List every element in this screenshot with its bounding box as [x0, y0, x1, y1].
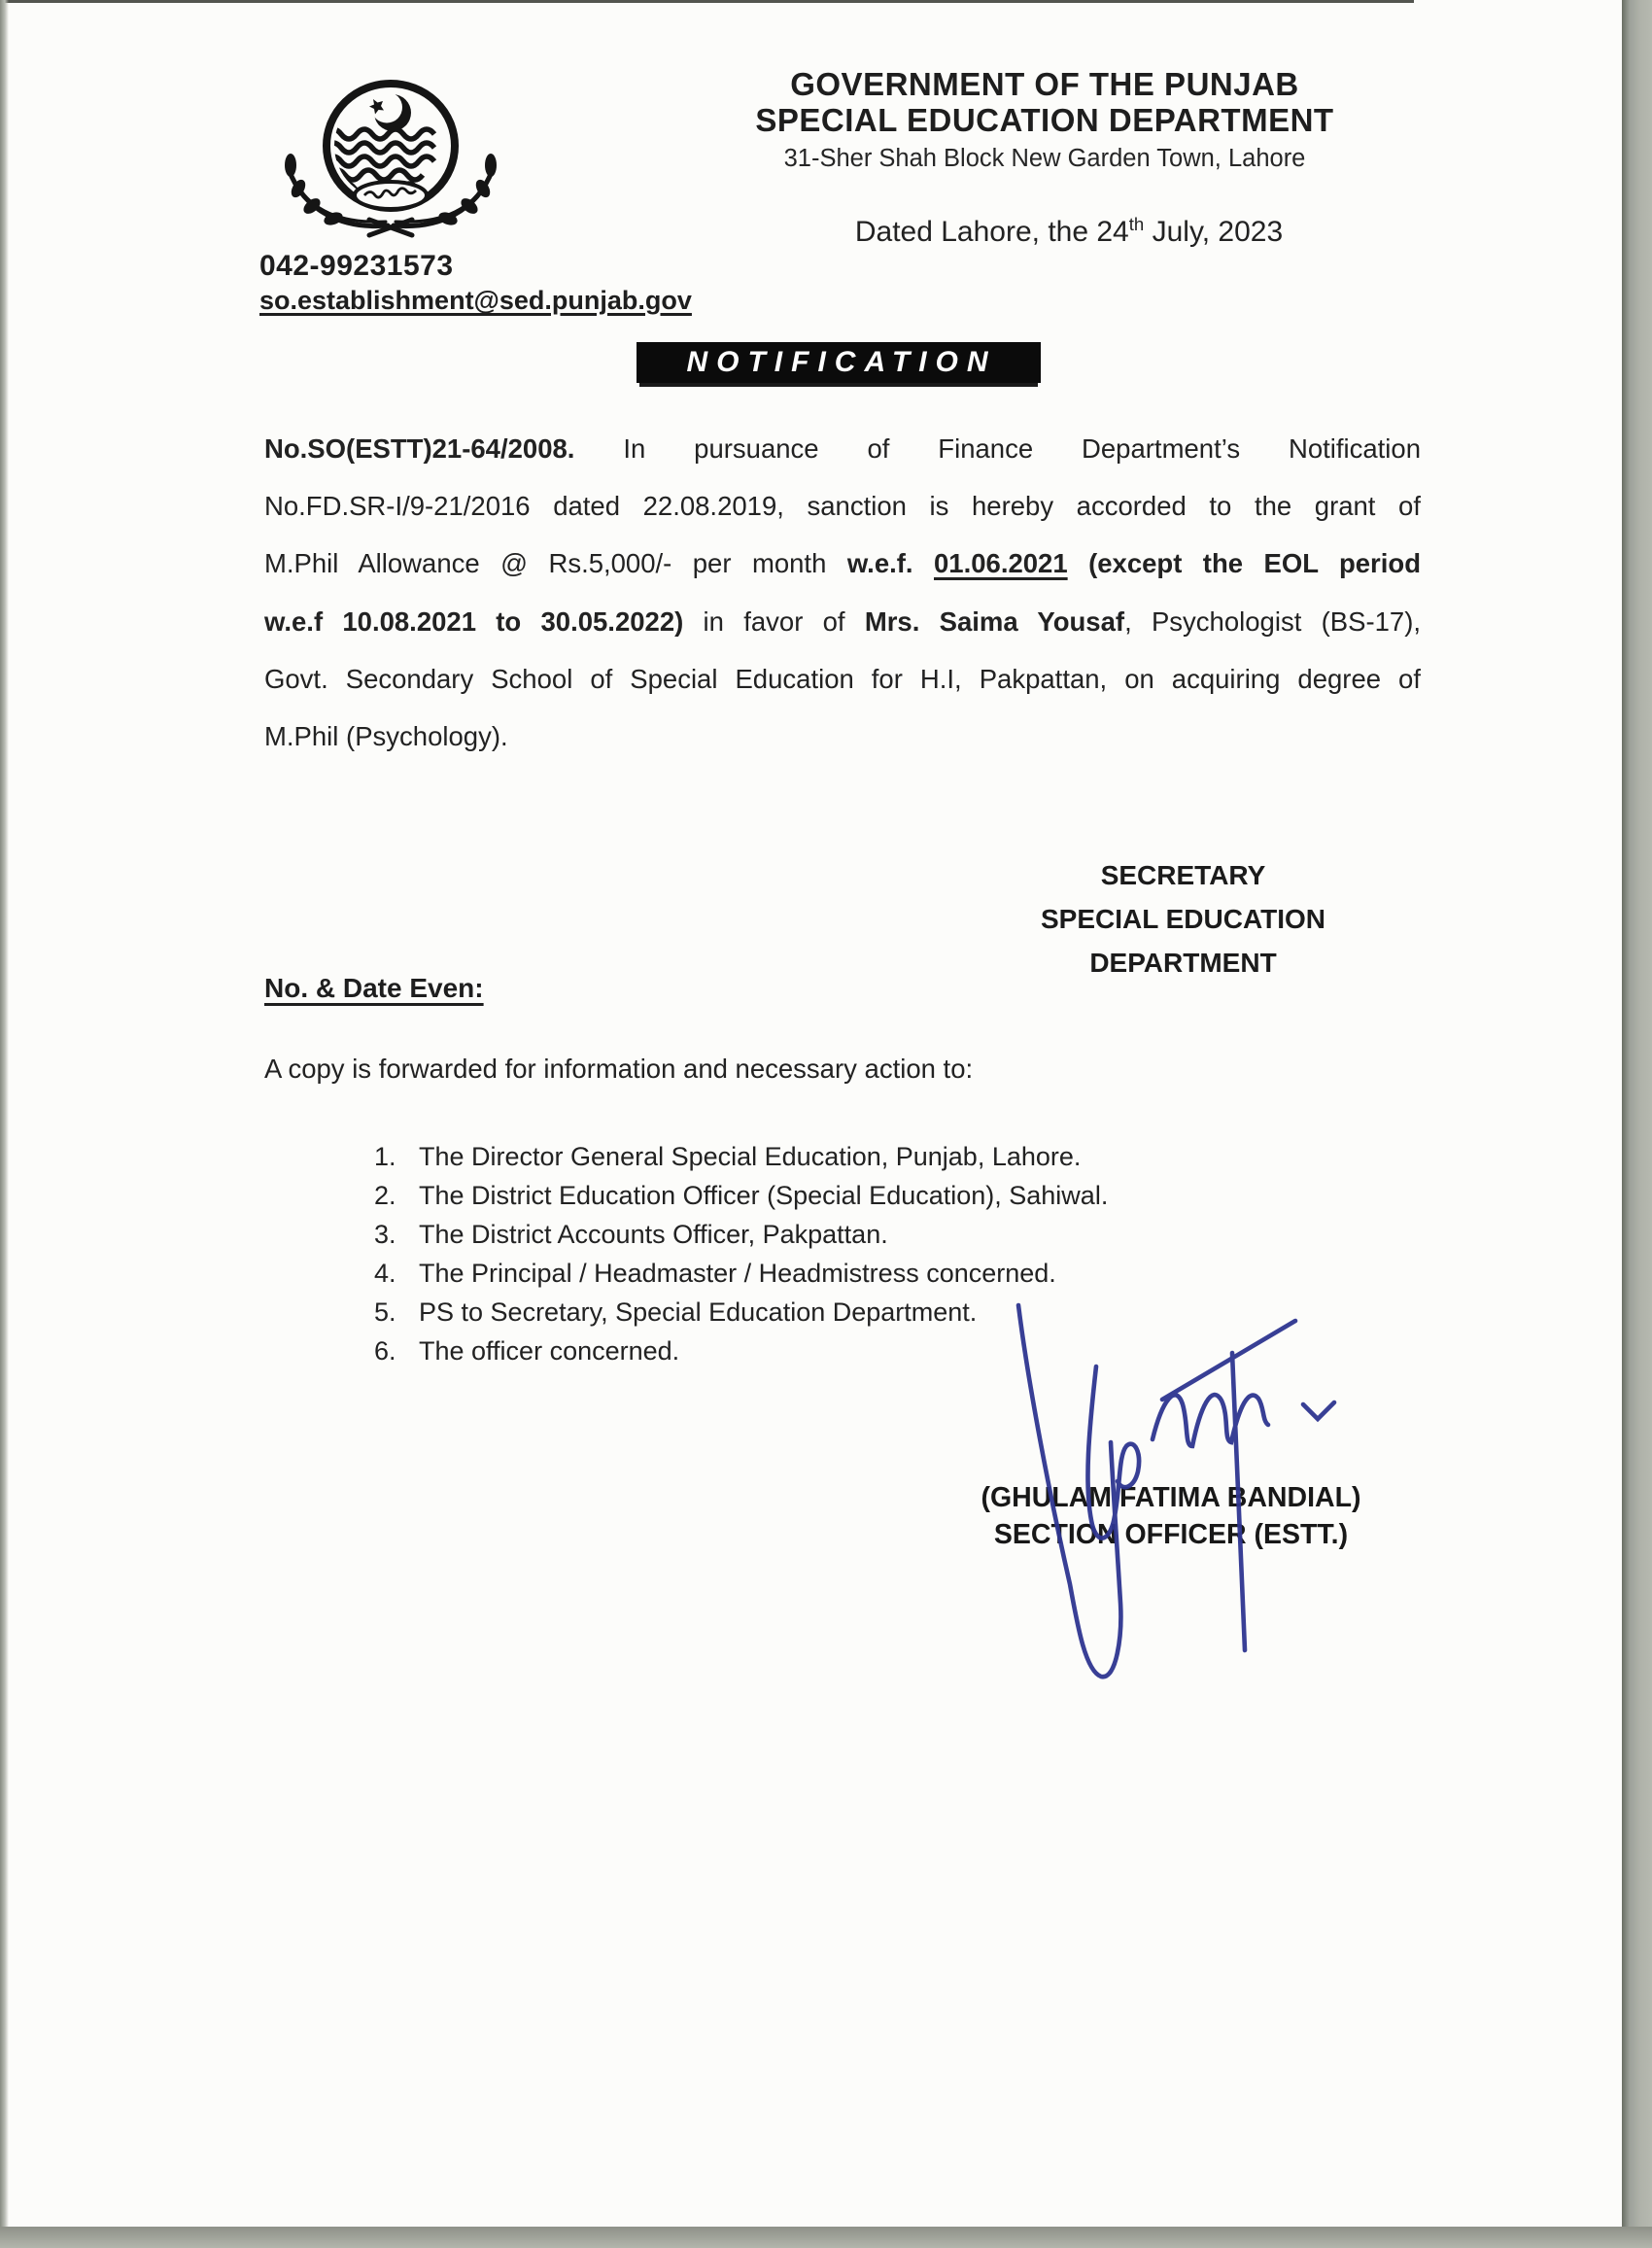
item-text: PS to Secretary, Special Education Department. — [419, 1297, 978, 1327]
letterhead — [671, 66, 1419, 177]
item-text: The officer concerned. — [419, 1336, 680, 1366]
item-text: The District Education Officer (Special Education), Sahiwal. — [419, 1181, 1109, 1210]
item-number: 6. — [374, 1336, 396, 1366]
notification-banner: NOTIFICATION — [637, 342, 1041, 383]
scan-edge-bottom — [0, 2227, 1652, 2248]
signer-title: SECTION OFFICER (ESTT.) — [993, 1519, 1349, 1550]
org-address: 31-Sher Shah Block New Garden Town, Lahore — [783, 145, 1306, 172]
item-number: 1. — [374, 1142, 396, 1171]
item-number: 2. — [374, 1181, 396, 1210]
scan-edge-left — [0, 0, 9, 2248]
punjab-government-crest-icon — [279, 80, 502, 245]
email-address: so.establishment@sed.punjab.gov — [259, 286, 692, 315]
scan-edge-right — [1622, 0, 1652, 2248]
org-name-line1: GOVERNMENT OF THE PUNJAB — [790, 66, 1299, 102]
signatory-line-3: DEPARTMENT — [1089, 948, 1277, 978]
signatory-line-1: SECRETARY — [1100, 860, 1266, 890]
body-line-6: M.Phil (Psychology). — [264, 721, 508, 751]
distribution-item-4 — [374, 1259, 1394, 1289]
date-line: Dated Lahore, the 24th July, 2023 — [854, 214, 1284, 248]
handwritten-signature — [972, 1291, 1360, 1699]
phone-number: 042-99231573 — [259, 250, 454, 282]
signer-name: (GHULAM FATIMA BANDIAL) — [981, 1482, 1361, 1513]
body-line-4: w.e.f 10.08.2021 to 30.05.2022) in favor of Mrs. Saima Yousaf, Psychologist (BS-17), — [264, 606, 1421, 637]
distribution-item-3 — [374, 1220, 1394, 1250]
item-number: 4. — [374, 1259, 396, 1288]
body-line-5: Govt. Secondary School of Special Education for H.I, Pakpattan, on acquiring degree of — [264, 664, 1421, 694]
reference-label: No. & Date Even: — [264, 973, 484, 1003]
copy-forwarded-note: A copy is forwarded for information and necessary action to: — [264, 1054, 974, 1084]
signatory-designation — [1011, 853, 1356, 985]
item-number: 3. — [374, 1220, 396, 1249]
org-name-line2: SPECIAL EDUCATION DEPARTMENT — [755, 102, 1334, 138]
item-text: The Principal / Headmaster / Headmistress concerned. — [419, 1259, 1056, 1288]
distribution-item-2 — [374, 1181, 1394, 1211]
distribution-item-1 — [374, 1142, 1394, 1172]
scan-edge-top — [0, 0, 1414, 3]
body-line-3: M.Phil Allowance @ Rs.5,000/- per month w.e.f. 01.06.2021 (except the EOL period — [264, 548, 1421, 578]
item-number: 5. — [374, 1297, 396, 1327]
body-line-1: No.SO(ESTT)21-64/2008. In pursuance of Finance Department’s Notification — [264, 433, 1421, 464]
item-text: The Director General Special Education, Punjab, Lahore. — [419, 1142, 1082, 1171]
body-line-2: No.FD.SR-I/9-21/2016 dated 22.08.2019, sanction is hereby accorded to the grant of — [264, 491, 1421, 521]
signatory-line-2: SPECIAL EDUCATION — [1041, 904, 1325, 934]
item-text: The District Accounts Officer, Pakpattan. — [419, 1220, 888, 1249]
